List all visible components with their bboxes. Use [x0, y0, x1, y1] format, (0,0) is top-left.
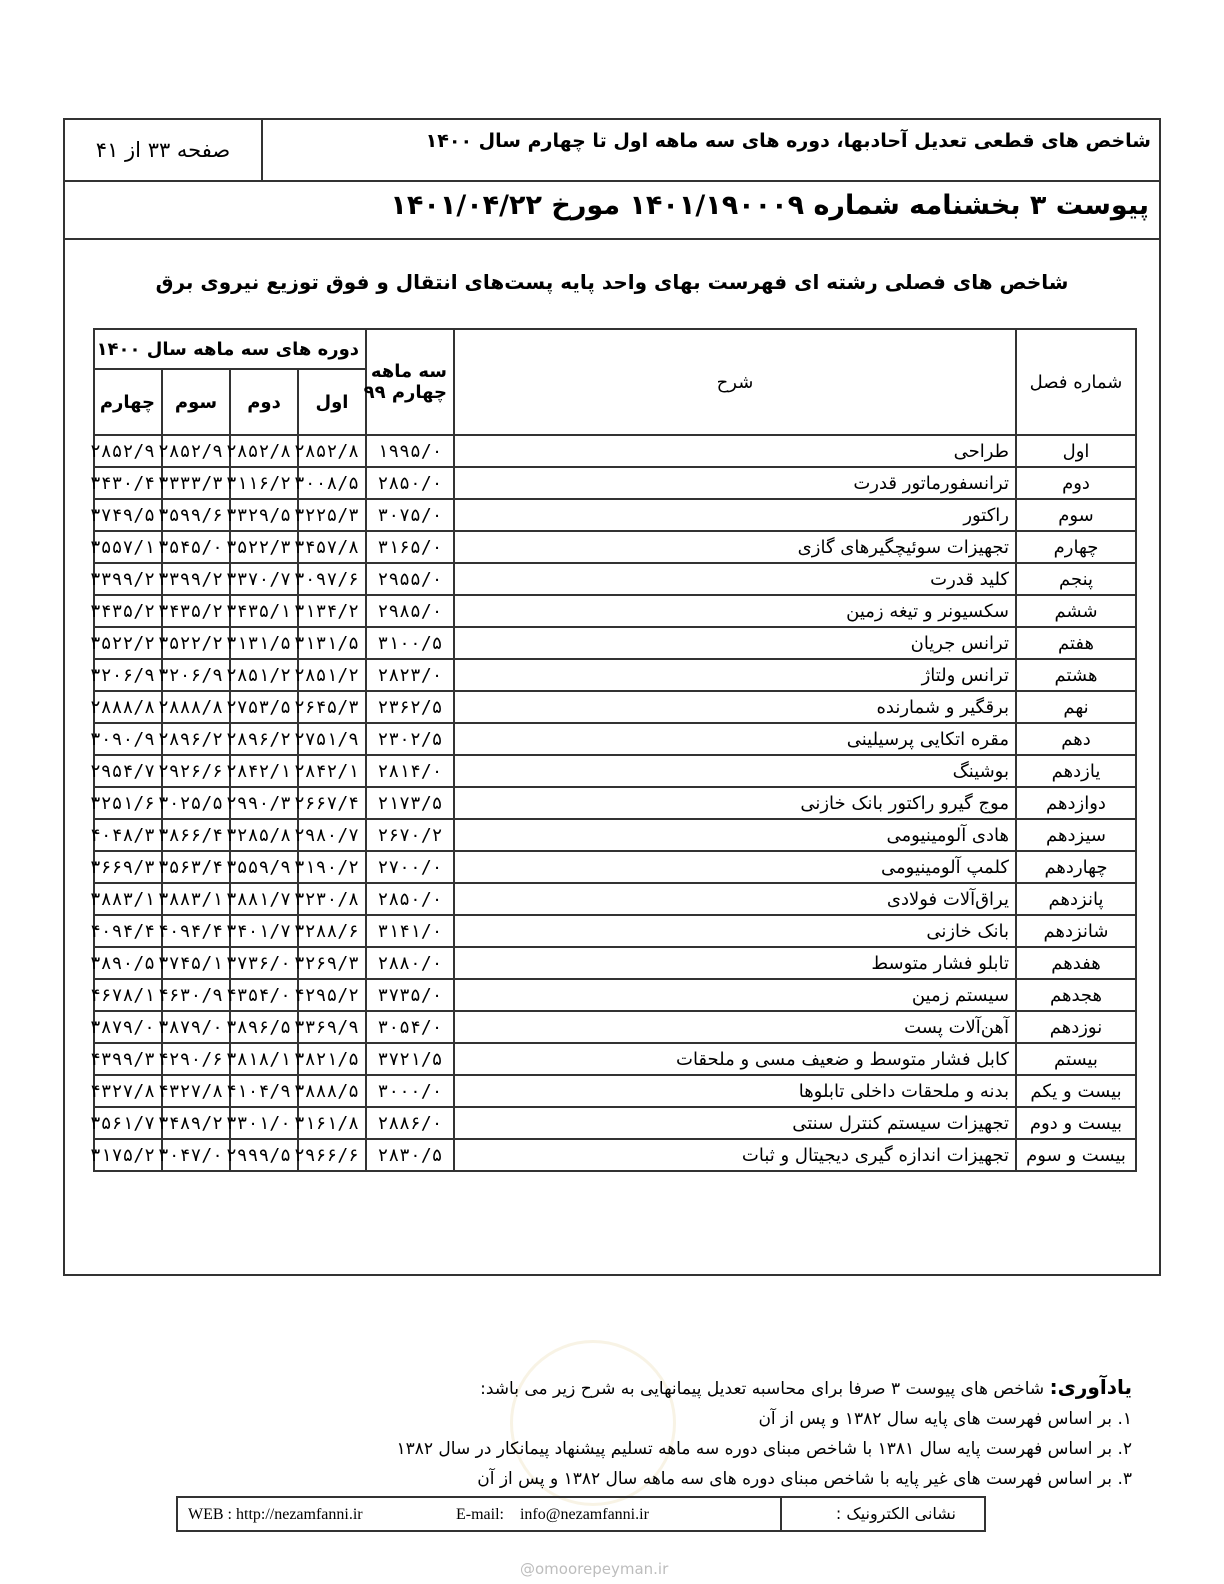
cell-chapter: دوازدهم	[1016, 787, 1136, 819]
cell-q4: ۳۴۳۵/۲	[94, 595, 162, 627]
cell-chapter: شانزدهم	[1016, 915, 1136, 947]
cell-q2: ۳۴۰۱/۷	[230, 915, 298, 947]
cell-description: سیستم زمین	[454, 979, 1016, 1011]
cell-q2: ۲۷۵۳/۵	[230, 691, 298, 723]
cell-chapter: سوم	[1016, 499, 1136, 531]
cell-q3: ۳۰۴۷/۰	[162, 1139, 230, 1171]
table-row	[94, 1011, 1136, 1043]
cell-q3: ۳۴۳۵/۲	[162, 595, 230, 627]
cell-q3: ۳۰۲۵/۵	[162, 787, 230, 819]
cell-description: تجهیزات اندازه گیری دیجیتال و ثبات	[454, 1139, 1016, 1171]
cell-q2: ۲۹۹۹/۵	[230, 1139, 298, 1171]
cell-q3: ۲۸۵۲/۹	[162, 435, 230, 467]
table-row	[94, 563, 1136, 595]
col-header-q2: دوم	[230, 369, 298, 435]
note-item: ۳. بر اساس فهرست های غیر پایه با شاخص مبنای دوره های سه ماهه سال ۱۳۸۲ و پس از آن	[477, 1469, 1132, 1489]
cell-q4: ۳۶۶۹/۳	[94, 851, 162, 883]
cell-description: ترانسفورماتور قدرت	[454, 467, 1016, 499]
col-header-q1: اول	[298, 369, 366, 435]
cell-chapter: یازدهم	[1016, 755, 1136, 787]
cell-base: ۱۹۹۵/۰	[366, 435, 454, 467]
cell-base: ۳۰۰۰/۰	[366, 1075, 454, 1107]
cell-q1: ۳۳۶۹/۹	[298, 1011, 366, 1043]
cell-q2: ۳۴۳۵/۱	[230, 595, 298, 627]
cell-chapter: سیزدهم	[1016, 819, 1136, 851]
cell-base: ۳۱۰۰/۵	[366, 627, 454, 659]
cell-base: ۲۸۵۰/۰	[366, 467, 454, 499]
table-body	[89, 435, 1136, 1171]
cell-base: ۲۸۲۳/۰	[366, 659, 454, 691]
cell-chapter: بیست و سوم	[1016, 1139, 1136, 1171]
cell-q2: ۲۹۹۰/۳	[230, 787, 298, 819]
cell-q4: ۳۸۹۰/۵	[94, 947, 162, 979]
cell-q2: ۳۱۱۶/۲	[230, 467, 298, 499]
cell-chapter: نوزدهم	[1016, 1011, 1136, 1043]
table-row	[94, 723, 1136, 755]
cell-q3: ۳۸۶۶/۴	[162, 819, 230, 851]
base-quarter-line1: سه ماهه	[370, 361, 447, 382]
cell-q4: ۴۳۹۹/۳	[94, 1043, 162, 1075]
cell-q2: ۲۸۹۶/۲	[230, 723, 298, 755]
cell-q1: ۳۸۲۱/۵	[298, 1043, 366, 1075]
cell-chapter: بیست و دوم	[1016, 1107, 1136, 1139]
cell-q4: ۳۵۶۱/۷	[94, 1107, 162, 1139]
cell-q3: ۳۵۶۳/۴	[162, 851, 230, 883]
cell-description: تجهیزات سیستم کنترل سنتی	[454, 1107, 1016, 1139]
cell-q3: ۳۳۳۳/۳	[162, 467, 230, 499]
document-title: شاخص های قطعی تعدیل آحادبها، دوره های سه ماهه اول تا چهارم سال ۱۴۰۰	[425, 130, 1151, 152]
cell-chapter: پانزدهم	[1016, 883, 1136, 915]
cell-q4: ۲۸۵۲/۹	[94, 435, 162, 467]
email-address: info@nezamfanni.ir	[519, 1506, 649, 1523]
cell-q4: ۳۱۷۵/۲	[94, 1139, 162, 1171]
page-number: صفحه ۳۳ از ۴۱	[65, 120, 263, 180]
cell-description: مقره اتکایی پرسیلینی	[454, 723, 1016, 755]
cell-base: ۲۸۸۰/۰	[366, 947, 454, 979]
cell-chapter: چهارم	[1016, 531, 1136, 563]
cell-base: ۲۷۰۰/۰	[366, 851, 454, 883]
cell-base: ۳۰۵۴/۰	[366, 1011, 454, 1043]
table-row	[94, 1107, 1136, 1139]
cell-base: ۲۳۰۲/۵	[366, 723, 454, 755]
footer-address-label: نشانی الکترونیک :	[780, 1498, 984, 1530]
cell-chapter: پنجم	[1016, 563, 1136, 595]
cell-description: کلمپ آلومینیومی	[454, 851, 1016, 883]
table-row	[94, 595, 1136, 627]
cell-chapter: ششم	[1016, 595, 1136, 627]
cell-q4: ۴۳۲۷/۸	[94, 1075, 162, 1107]
cell-q1: ۲۹۸۰/۷	[298, 819, 366, 851]
table-row	[94, 691, 1136, 723]
cell-q2: ۳۱۳۱/۵	[230, 627, 298, 659]
cell-q4: ۳۲۰۶/۹	[94, 659, 162, 691]
cell-q2: ۳۳۰۱/۰	[230, 1107, 298, 1139]
cell-base: ۳۱۴۱/۰	[366, 915, 454, 947]
cell-q2: ۳۸۸۱/۷	[230, 883, 298, 915]
base-quarter-line2: چهارم ۹۹	[363, 382, 447, 403]
cell-q1: ۳۲۳۰/۸	[298, 883, 366, 915]
cell-description: سکسیونر و تیغه زمین	[454, 595, 1016, 627]
cell-q2: ۳۸۹۶/۵	[230, 1011, 298, 1043]
cell-q3: ۳۵۲۲/۲	[162, 627, 230, 659]
table-row	[94, 755, 1136, 787]
cell-q1: ۲۸۵۲/۸	[298, 435, 366, 467]
index-table	[89, 328, 1137, 1172]
cell-q4: ۳۸۸۳/۱	[94, 883, 162, 915]
cell-q4: ۴۰۹۴/۴	[94, 915, 162, 947]
cell-q4: ۳۴۳۰/۴	[94, 467, 162, 499]
cell-base: ۳۱۶۵/۰	[366, 531, 454, 563]
cell-q2: ۲۸۵۱/۲	[230, 659, 298, 691]
cell-q4: ۳۵۲۲/۲	[94, 627, 162, 659]
table-row	[94, 851, 1136, 883]
cell-chapter: هجدهم	[1016, 979, 1136, 1011]
cell-description: طراحی	[454, 435, 1016, 467]
cell-description: برقگیر و شمارنده	[454, 691, 1016, 723]
cell-base: ۲۸۵۰/۰	[366, 883, 454, 915]
col-header-q3: سوم	[162, 369, 230, 435]
table-row	[94, 787, 1136, 819]
footer-email[interactable]	[456, 1506, 649, 1524]
cell-q3: ۴۰۹۴/۴	[162, 915, 230, 947]
cell-description: هادی آلومینیومی	[454, 819, 1016, 851]
cell-base: ۳۰۷۵/۰	[366, 499, 454, 531]
table-row	[94, 531, 1136, 563]
table-row	[94, 1139, 1136, 1171]
cell-q1: ۲۶۶۷/۴	[298, 787, 366, 819]
cell-description: تابلو فشار متوسط	[454, 947, 1016, 979]
table-row	[94, 947, 1136, 979]
cell-q4: ۴۰۴۸/۳	[94, 819, 162, 851]
cell-q1: ۲۷۵۱/۹	[298, 723, 366, 755]
table-row	[94, 819, 1136, 851]
note-item: ۲. بر اساس فهرست پایه سال ۱۳۸۱ با شاخص مبنای دوره سه ماهه تسلیم پیشنهاد پیمانکار در سال ۱۳۸۲	[396, 1439, 1132, 1459]
page-frame	[63, 118, 1161, 1276]
cell-description: تجهیزات سوئیچگیرهای گازی	[454, 531, 1016, 563]
cell-q3: ۲۸۸۸/۸	[162, 691, 230, 723]
cell-chapter: بیست و یکم	[1016, 1075, 1136, 1107]
cell-description: ترانس ولتاژ	[454, 659, 1016, 691]
cell-q3: ۳۲۰۶/۹	[162, 659, 230, 691]
cell-q1: ۳۲۸۸/۶	[298, 915, 366, 947]
cell-chapter: هفتم	[1016, 627, 1136, 659]
cell-q1: ۳۰۹۷/۶	[298, 563, 366, 595]
cell-q2: ۲۸۴۲/۱	[230, 755, 298, 787]
table-row	[94, 1043, 1136, 1075]
col-header-base-quarter	[363, 329, 454, 435]
col-header-chapter: شماره فصل	[1016, 329, 1136, 435]
cell-q1: ۳۱۹۰/۲	[298, 851, 366, 883]
notes-lead: یادآوری:	[1049, 1375, 1132, 1399]
table-row	[94, 499, 1136, 531]
cell-q4: ۲۹۵۴/۷	[94, 755, 162, 787]
watermark-url: @omoorepeyman.ir	[520, 1560, 669, 1578]
footer-website[interactable]: WEB : http://nezamfanni.ir	[188, 1506, 363, 1523]
cell-q2: ۳۲۸۵/۸	[230, 819, 298, 851]
cell-base: ۳۷۲۱/۵	[366, 1043, 454, 1075]
cell-description: بانک خازنی	[454, 915, 1016, 947]
table-row	[94, 435, 1136, 467]
cell-q1: ۳۲۲۵/۳	[298, 499, 366, 531]
cell-q2: ۴۱۰۴/۹	[230, 1075, 298, 1107]
cell-q3: ۴۳۲۷/۸	[162, 1075, 230, 1107]
cell-base: ۲۹۵۵/۰	[366, 563, 454, 595]
subtitle-row	[65, 182, 1159, 240]
cell-base: ۳۷۳۵/۰	[366, 979, 454, 1011]
table-row	[94, 979, 1136, 1011]
header-row	[65, 120, 1159, 182]
cell-description: موج گیرو راکتور بانک خازنی	[454, 787, 1016, 819]
cell-description: بوشینگ	[454, 755, 1016, 787]
cell-q4: ۴۶۷۸/۱	[94, 979, 162, 1011]
cell-description: ترانس جریان	[454, 627, 1016, 659]
note-item: ۱. بر اساس فهرست های پایه سال ۱۳۸۲ و پس از آن	[758, 1409, 1132, 1429]
cell-description: راکتور	[454, 499, 1016, 531]
cell-q4: ۳۳۹۹/۲	[94, 563, 162, 595]
cell-chapter: چهاردهم	[1016, 851, 1136, 883]
cell-q2: ۳۳۷۰/۷	[230, 563, 298, 595]
col-header-quarters-group: دوره های سه ماهه سال ۱۴۰۰	[94, 329, 366, 369]
cell-q2: ۳۸۱۸/۱	[230, 1043, 298, 1075]
cell-q2: ۲۸۵۲/۸	[230, 435, 298, 467]
cell-q4: ۳۰۹۰/۹	[94, 723, 162, 755]
cell-base: ۲۸۸۶/۰	[366, 1107, 454, 1139]
cell-base: ۲۹۸۵/۰	[366, 595, 454, 627]
cell-q4: ۲۸۸۸/۸	[94, 691, 162, 723]
cell-description: بدنه و ملحقات داخلی تابلوها	[454, 1075, 1016, 1107]
cell-q1: ۳۸۸۸/۵	[298, 1075, 366, 1107]
notes-section	[232, 1372, 1132, 1494]
cell-q3: ۲۸۹۶/۲	[162, 723, 230, 755]
cell-q3: ۳۳۹۹/۲	[162, 563, 230, 595]
email-label: E-mail:	[456, 1506, 504, 1523]
cell-q2: ۳۵۲۲/۳	[230, 531, 298, 563]
cell-base: ۲۶۷۰/۲	[366, 819, 454, 851]
cell-chapter: دوم	[1016, 467, 1136, 499]
cell-description: آهن‌آلات پست	[454, 1011, 1016, 1043]
cell-base: ۲۸۳۰/۵	[366, 1139, 454, 1171]
cell-description: کلید قدرت	[454, 563, 1016, 595]
cell-q4: ۳۲۵۱/۶	[94, 787, 162, 819]
cell-q3: ۳۴۸۹/۲	[162, 1107, 230, 1139]
cell-q1: ۳۰۰۸/۵	[298, 467, 366, 499]
cell-q4: ۳۸۷۹/۰	[94, 1011, 162, 1043]
table-row	[94, 467, 1136, 499]
cell-chapter: هشتم	[1016, 659, 1136, 691]
cell-base: ۲۳۶۲/۵	[366, 691, 454, 723]
table-row	[94, 1075, 1136, 1107]
circular-subtitle: پیوست ۳ بخشنامه شماره ۱۴۰۱/۱۹۰۰۰۹ مورخ ۱۴۰۱/۰۴/۲۲	[390, 190, 1149, 221]
cell-base: ۲۱۷۳/۵	[366, 787, 454, 819]
cell-description: کابل فشار متوسط و ضعیف مسی و ملحقات	[454, 1043, 1016, 1075]
cell-q3: ۳۵۴۵/۰	[162, 531, 230, 563]
cell-q3: ۴۶۳۰/۹	[162, 979, 230, 1011]
table-title: شاخص های فصلی رشته ای فهرست بهای واحد پایه پست‌های انتقال و فوق توزیع نیروی برق	[155, 270, 1069, 294]
col-header-description: شرح	[454, 329, 1016, 435]
cell-description: یراق‌آلات فولادی	[454, 883, 1016, 915]
cell-q1: ۲۸۴۲/۱	[298, 755, 366, 787]
cell-q1: ۲۸۵۱/۲	[298, 659, 366, 691]
cell-q1: ۲۶۴۵/۳	[298, 691, 366, 723]
cell-q1: ۴۲۹۵/۲	[298, 979, 366, 1011]
col-header-q4: چهارم	[94, 369, 162, 435]
footer-box	[176, 1496, 986, 1532]
cell-chapter: نهم	[1016, 691, 1136, 723]
cell-q1: ۳۱۳۴/۲	[298, 595, 366, 627]
cell-q3: ۳۸۸۳/۱	[162, 883, 230, 915]
cell-q3: ۳۷۴۵/۱	[162, 947, 230, 979]
cell-q1: ۳۴۵۷/۸	[298, 531, 366, 563]
cell-q2: ۴۳۵۴/۰	[230, 979, 298, 1011]
table-row	[94, 659, 1136, 691]
cell-q4: ۳۵۵۷/۱	[94, 531, 162, 563]
cell-chapter: اول	[1016, 435, 1136, 467]
cell-q3: ۳۵۹۹/۶	[162, 499, 230, 531]
table-row	[94, 915, 1136, 947]
cell-chapter: هفدهم	[1016, 947, 1136, 979]
cell-q2: ۳۵۵۹/۹	[230, 851, 298, 883]
cell-q2: ۳۷۳۶/۰	[230, 947, 298, 979]
cell-base: ۲۸۱۴/۰	[366, 755, 454, 787]
table-row	[94, 883, 1136, 915]
cell-q1: ۲۹۶۶/۶	[298, 1139, 366, 1171]
cell-chapter: بیستم	[1016, 1043, 1136, 1075]
cell-q3: ۴۲۹۰/۶	[162, 1043, 230, 1075]
cell-q4: ۳۷۴۹/۵	[94, 499, 162, 531]
notes-intro: شاخص های پیوست ۳ صرفا برای محاسبه تعدیل پیمانهایی به شرح زیر می باشد:	[480, 1379, 1045, 1399]
cell-chapter: دهم	[1016, 723, 1136, 755]
table-row	[94, 627, 1136, 659]
cell-q3: ۲۹۲۶/۶	[162, 755, 230, 787]
cell-q1: ۳۱۳۱/۵	[298, 627, 366, 659]
cell-q1: ۳۱۶۱/۸	[298, 1107, 366, 1139]
cell-q3: ۳۸۷۹/۰	[162, 1011, 230, 1043]
cell-q1: ۳۲۶۹/۳	[298, 947, 366, 979]
cell-q2: ۳۳۲۹/۵	[230, 499, 298, 531]
